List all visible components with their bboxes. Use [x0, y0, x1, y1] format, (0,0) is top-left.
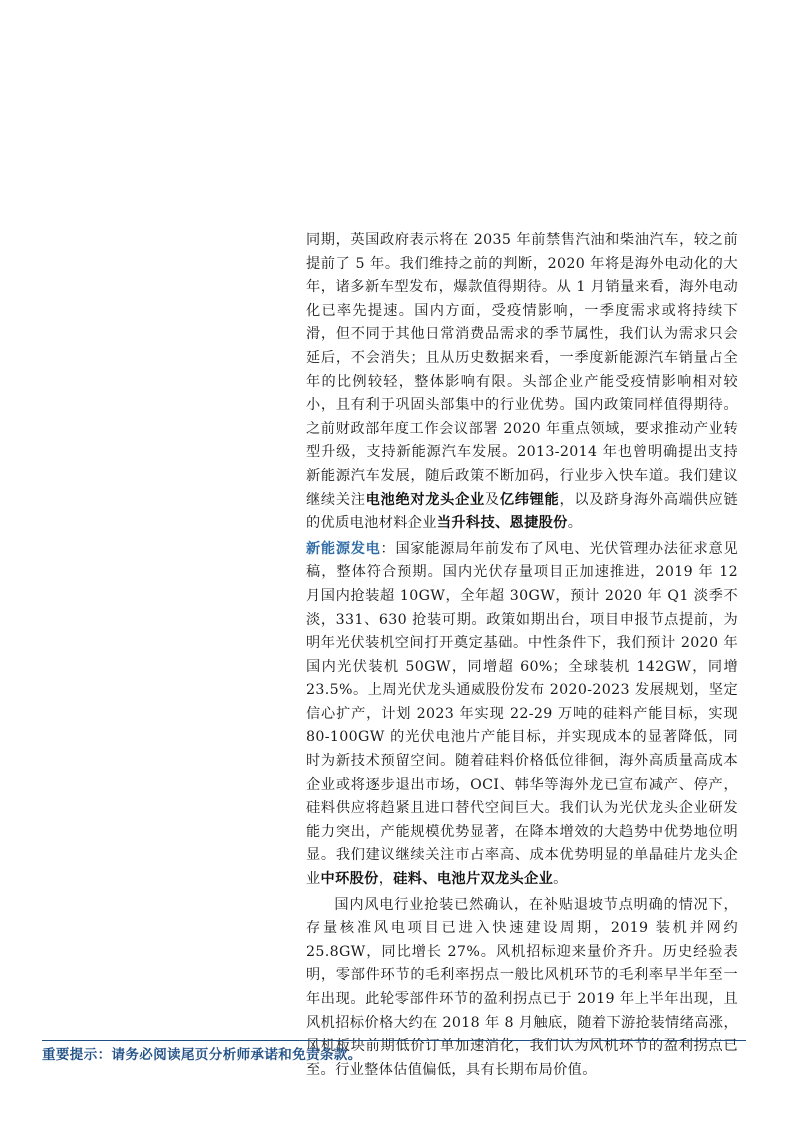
footer-disclaimer: 重要提示：请务必阅读尾页分析师承诺和免责条款。 — [42, 1047, 362, 1063]
ne-highlight-zhonghuan: 中环股份 — [320, 871, 379, 888]
ne-text-1: ：国家能源局年前发布了风电、光伏管理办法征求意见稿，整体符合预期。国内光伏存量项目正加速推进，2019 年 12 月国内抢装超 10GW，全年超 30GW，预计 2020 年 Q1 淡季不淡，331、630 抢装可期。政策如期出台，项目申报节点提前，为明年光伏装机空间打开奠定基础。中性条件下，我们预计 2020 年国内光伏装机 50GW，同增超 60%；全球装机 142GW，同增 23.5%。上周光伏龙头通威股份发布 2020-2023 发展规划，坚定信心扩产，计划 2023 年实现 22-29 万吨的硅料产能目标，实现 80-100GW 的光伏电池片产能目标，并实现成本的显著降低，同时为新技术预留空间。随着硅料价格低位徘徊，海外高质量高成本企业或将逐步退出市场，OCI、韩华等海外龙已宣布减产、停产，硅料供应将趋紧且进口替代空间巨大。我们认为光伏龙头企业研发能力突出，产能规模优势显著，在降本增效的大趋势中优势地位明显。我们建议继续关注市占率高、成本优势明显的单晶硅片龙头企业 — [306, 540, 738, 888]
ev-text-2: 及 — [484, 491, 500, 508]
paragraph-ev-battery — [306, 229, 738, 536]
ev-highlight-eve: 亿纬锂能 — [499, 491, 560, 508]
ev-text-1: 同期，英国政府表示将在 2035 年前禁售汽油和柴油汽车，较之前提前了 5 年。我们维持之前的判断，2020 年将是海外电动化的大年，诸多新车型发布，爆款值得期待。从 1 月销量来看，海外电动化已率先提速。国内方面，受疫情影响，一季度需求或将持续下滑，但不同于其他日常消费品需求的季节属性，我们认为需求只会延后，不会消失；且从历史数据来看，一季度新能源汽车销量占全年的比例较轻，整体影响有限。头部企业产能受疫情影响相对较小，且有利于巩固头部集中的行业优势。国内政策同样值得期待。之前财政部年度工作会议部署 2020 年重点领域，要求推动产业转型升级，支持新能源汽车发展。2013-2014 年也曾明确提出支持新能源汽车发展，随后政策不断加码，行业步入快车道。我们建议继续关注 — [306, 232, 738, 508]
ne-highlight-dual-leader: 硅料、电池片双龙头企业 — [393, 871, 554, 888]
ev-highlight-materials: 当升科技、恩捷股份 — [436, 515, 568, 532]
ev-highlight-battery-leader: 电池绝对龙头企业 — [365, 491, 485, 508]
section-heading-new-energy: 新能源发电 — [306, 540, 381, 557]
ev-text-3: ，以及跻身海外高端供应链的优质电池材料企业 — [306, 491, 738, 532]
report-body — [306, 229, 738, 1082]
ne-text-2: ， — [378, 871, 394, 888]
paragraph-new-energy — [306, 538, 738, 892]
paragraph-wind: 国内风电行业抢装已然确认，在补贴退坡节点明确的情况下，存量核准风电项目已进入快速建设周期，2019 装机并网约 25.8GW，同比增长 27%。风机招标迎来量价齐升。历史经验表明，零部件环节的毛利率拐点一般比风机环节的毛利率早半年至一年出现。此轮零部件环节的盈利拐点已于 2019 年上半年出现，且风机招标价格大约在 2018 年 8 月触底，随着下游抢装情绪高涨，风机板块前期低价订单加速消化，我们认为风机环节的盈利拐点已至。行业整体估值偏低，具有长期布局价值。 — [306, 896, 738, 1078]
footer-divider — [42, 1040, 746, 1041]
ev-text-4: 。 — [567, 515, 583, 532]
ne-text-3: 。 — [553, 871, 568, 888]
